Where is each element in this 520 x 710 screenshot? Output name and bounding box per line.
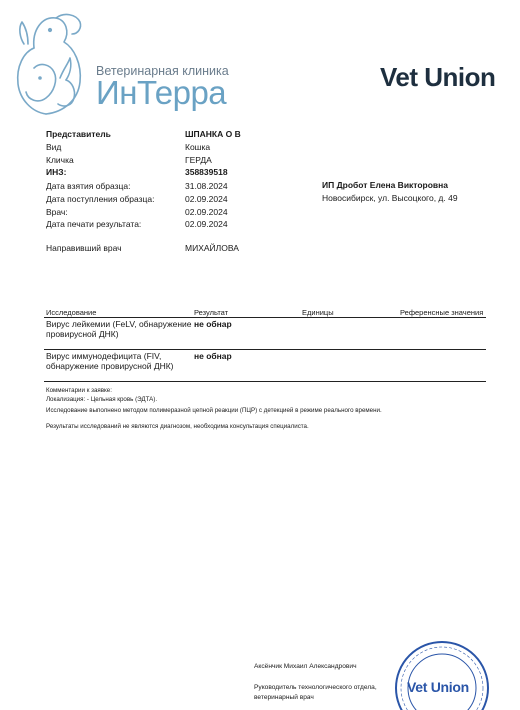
clinic-subtitle: Ветеринарная клиника (96, 64, 229, 78)
info-label-sample-date: Дата взятия образца: (46, 181, 131, 191)
table-header-units: Единицы (302, 308, 334, 317)
info-value-species: Кошка (185, 142, 211, 152)
table-header-test: Исследование (46, 308, 97, 317)
signatory-name: Аксёнчик Михаил Александрович (254, 663, 357, 670)
table-header-divider (44, 317, 486, 318)
clinic-name: ИнТерра (96, 74, 227, 111)
lab-logo: Vet Union (380, 62, 496, 92)
info-label-received-date: Дата поступления образца: (46, 194, 155, 204)
info-value-print-date: 02.09.2024 (185, 219, 228, 229)
table-header-reference: Референсные значения (400, 308, 484, 317)
localization-note: Локализация: - Цельная кровь (ЭДТА). (46, 396, 158, 403)
table-row-divider (44, 349, 486, 350)
info-value-representative: ШПАНКА О В (185, 129, 241, 139)
info-label-order-id: ИНЗ: (46, 167, 67, 177)
comments-label: Комментарии к заявке: (46, 387, 112, 394)
info-value-order-id: 358839518 (185, 167, 228, 177)
info-label-nickname: Кличка (46, 155, 74, 165)
table-cell-test: Вирус лейкемии (FeLV, обнаружение провирусной ДНК) (46, 319, 192, 339)
info-label-print-date: Дата печати результата: (46, 219, 142, 229)
disclaimer-note: Результаты исследований не являются диагнозом, необходима консультация специалиста. (46, 423, 309, 430)
info-label-species: Вид (46, 142, 62, 152)
info-value-doctor: 02.09.2024 (185, 207, 228, 217)
info-label-representative: Представитель (46, 129, 111, 139)
info-label-doctor: Врач: (46, 207, 68, 217)
referring-doctor-value: МИХАЙЛОВА (185, 243, 239, 253)
referring-doctor-label: Направивший врач (46, 243, 122, 253)
info-value-sample-date: 31.08.2024 (185, 181, 228, 191)
clinic-owner-name: ИП Дробот Елена Викторовна (322, 180, 449, 190)
stamp-text: Vet Union (407, 679, 469, 695)
clinic-address: Новосибирск, ул. Высоцкого, д. 49 (322, 193, 458, 203)
clinic-logo-icon (4, 8, 96, 124)
signatory-position: Руководитель технологического отдела, ветеринарный врач (254, 684, 377, 701)
table-cell-result: не обнар (194, 351, 232, 361)
table-cell-test: Вирус иммунодефицита (FIV, обнаружение провирусной ДНК) (46, 351, 174, 371)
method-note: Исследование выполнено методом полимеразной цепной реакции (ПЦР) с детекцией в режиме реального времени. (46, 407, 382, 414)
stamp-seal-icon (392, 638, 492, 710)
table-cell-result: не обнар (194, 319, 232, 329)
info-value-received-date: 02.09.2024 (185, 194, 228, 204)
table-header-result: Результат (194, 308, 229, 317)
table-bottom-divider (44, 381, 486, 382)
info-value-nickname: ГЕРДА (185, 155, 212, 165)
